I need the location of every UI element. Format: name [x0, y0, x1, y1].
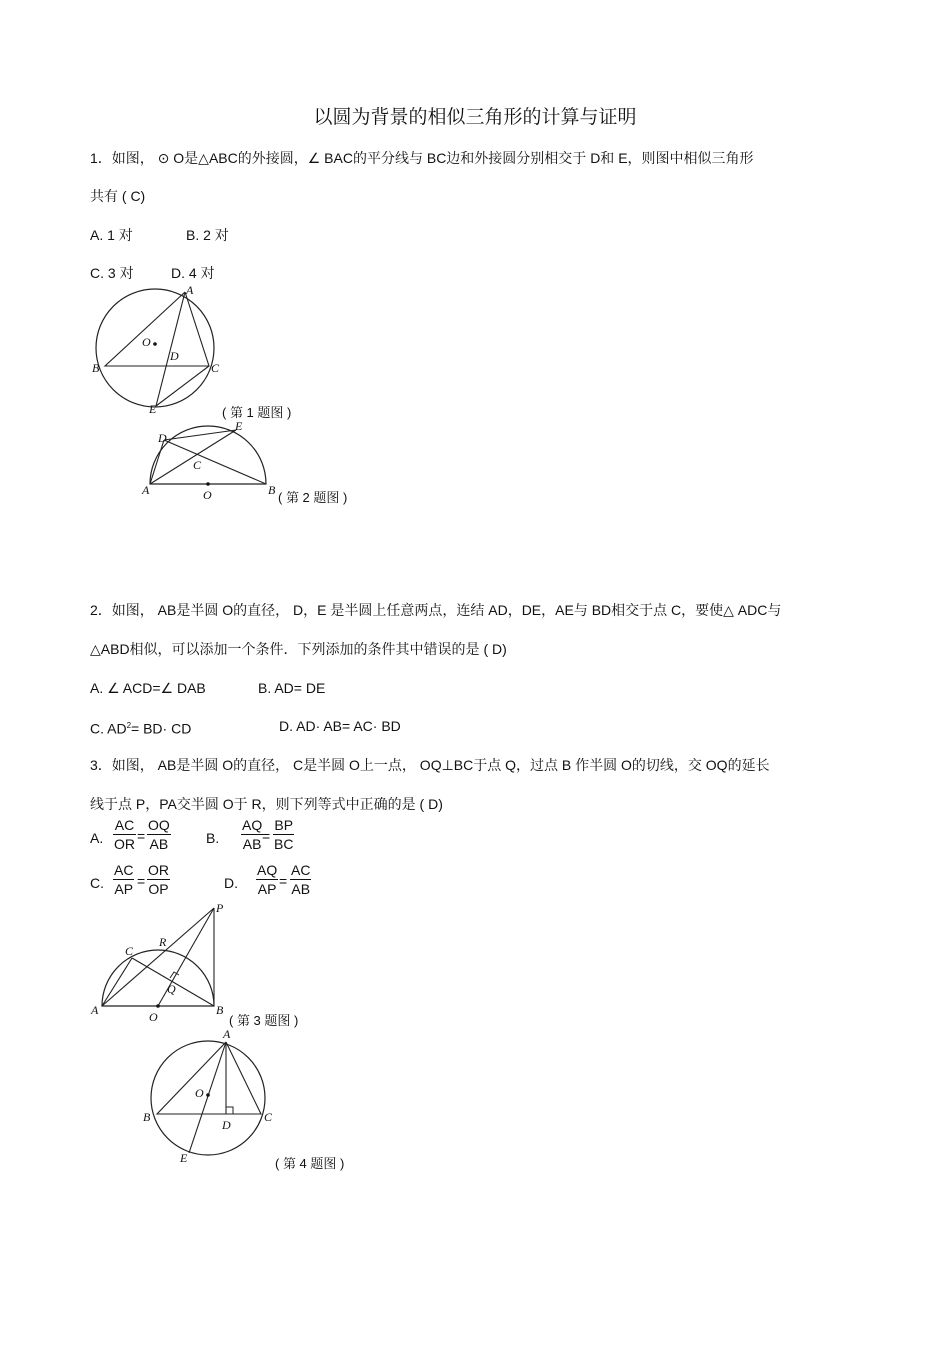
q3-stem-line2: 线于点 P，PA交半圆 O于 R，则下列等式中正确的是 ( D) [90, 796, 443, 812]
q2-figure [138, 418, 283, 506]
q3-label-b: B [216, 1003, 224, 1017]
q1-label-c: C [211, 361, 220, 375]
q1-option-c: C. 3 对 [90, 265, 134, 281]
q1-label-d: D [170, 349, 179, 363]
q3-option-b-label: B. [206, 830, 220, 846]
q4-label-o: O [195, 1086, 204, 1100]
q4-label-a: A [223, 1027, 231, 1041]
q2-option-a: A. ∠ ACD=∠ DAB [90, 680, 206, 696]
q3-option-d-equals: = [279, 873, 288, 889]
q4-figure [138, 1027, 283, 1167]
q2-figure-caption: ( 第 2 题图 ) [278, 490, 348, 505]
q4-label-c: C [264, 1110, 273, 1124]
q1-label-o: O [142, 335, 151, 349]
q3-option-c-equals: = [137, 873, 146, 889]
q3-label-c: C [125, 944, 134, 958]
q4-figure-caption: ( 第 4 题图 ) [275, 1156, 345, 1171]
q3-option-c-label: C. [90, 875, 104, 891]
q1-label-b: B [92, 361, 100, 375]
q3-option-b-fraction-right: $\frac{BP}{BC}$ [274, 817, 294, 852]
q3-label-q: Q [167, 982, 176, 996]
q1-stem-line2: 共有 ( C) [90, 188, 146, 204]
q2-stem-line2: △ABD相似，可以添加一个条件．下列添加的条件其中错误的是 ( D) [90, 641, 507, 657]
q3-label-a: A [91, 1003, 99, 1017]
q1-label-a: A [186, 283, 194, 297]
q3-label-r: R [159, 935, 167, 949]
q3-option-a-equals: = [137, 828, 146, 844]
q3-option-a-fraction-left: $\frac{AC}{OR}$ [114, 817, 135, 852]
q2-label-d: D [158, 431, 167, 445]
q4-label-d: D [222, 1118, 231, 1132]
q1-figure-caption: ( 第 1 题图 ) [222, 405, 292, 420]
q2-label-e: E [235, 419, 243, 433]
q3-option-b-equals: = [262, 828, 271, 844]
q1-label-e: E [149, 402, 157, 415]
q3-option-c-fraction-left: $\frac{AC}{AP}$ [114, 862, 134, 897]
q3-figure-caption: ( 第 3 题图 ) [229, 1013, 299, 1028]
q3-stem-line1: 3．如图， AB是半圆 O的直径， C是半圆 O上一点， OQ⊥BC于点 Q，过点 B 作半圆 O的切线，交 OQ的延长 [90, 757, 770, 773]
q3-option-a-fraction-right: $\frac{OQ}{AB}$ [148, 817, 170, 852]
q3-option-b-fraction-left: $\frac{AQ}{AB}$ [242, 817, 263, 852]
q1-option-d: D. 4 对 [171, 265, 215, 281]
page-title: 以圆为背景的相似三角形的计算与证明 [313, 107, 637, 128]
q1-stem-line1: 1．如图， ⊙ O是△ABC的外接圆，∠ BAC的平分线与 BC边和外接圆分别相交于 D和 E，则图中相似三角形 [90, 150, 754, 166]
q2-option-b: B. AD= DE [258, 680, 326, 696]
q2-label-o: O [203, 488, 212, 502]
q3-option-a-label: A. [90, 830, 104, 846]
q2-label-c: C [193, 458, 202, 472]
q3-option-c-fraction-right: $\frac{OR}{OP}$ [148, 862, 169, 897]
q2-stem-line1: 2．如图， AB是半圆 O的直径， D，E 是半圆上任意两点，连结 AD，DE，AE与 BD相交于点 C，要使△ ADC与 [90, 602, 782, 618]
q3-label-p: P [216, 901, 224, 915]
q4-label-e: E [180, 1151, 188, 1165]
q1-option-b: B. 2 对 [186, 227, 229, 243]
q3-label-o: O [149, 1010, 158, 1024]
q3-figure [88, 898, 238, 1026]
q3-option-d-label: D. [224, 875, 238, 891]
q4-label-b: B [143, 1110, 151, 1124]
q2-label-b: B [268, 483, 276, 497]
q1-figure [85, 280, 225, 415]
q2-option-c: C. $AD^2= BD\cdot$ CD [90, 720, 192, 737]
q2-option-d: D. AD· AB= AC· BD [279, 718, 401, 734]
q3-option-d-fraction-left: $\frac{AQ}{AP}$ [257, 862, 278, 897]
q3-option-d-fraction-right: $\frac{AC}{AB}$ [291, 862, 311, 897]
q2-label-a: A [142, 483, 150, 497]
q1-option-a: A. 1 对 [90, 227, 133, 243]
